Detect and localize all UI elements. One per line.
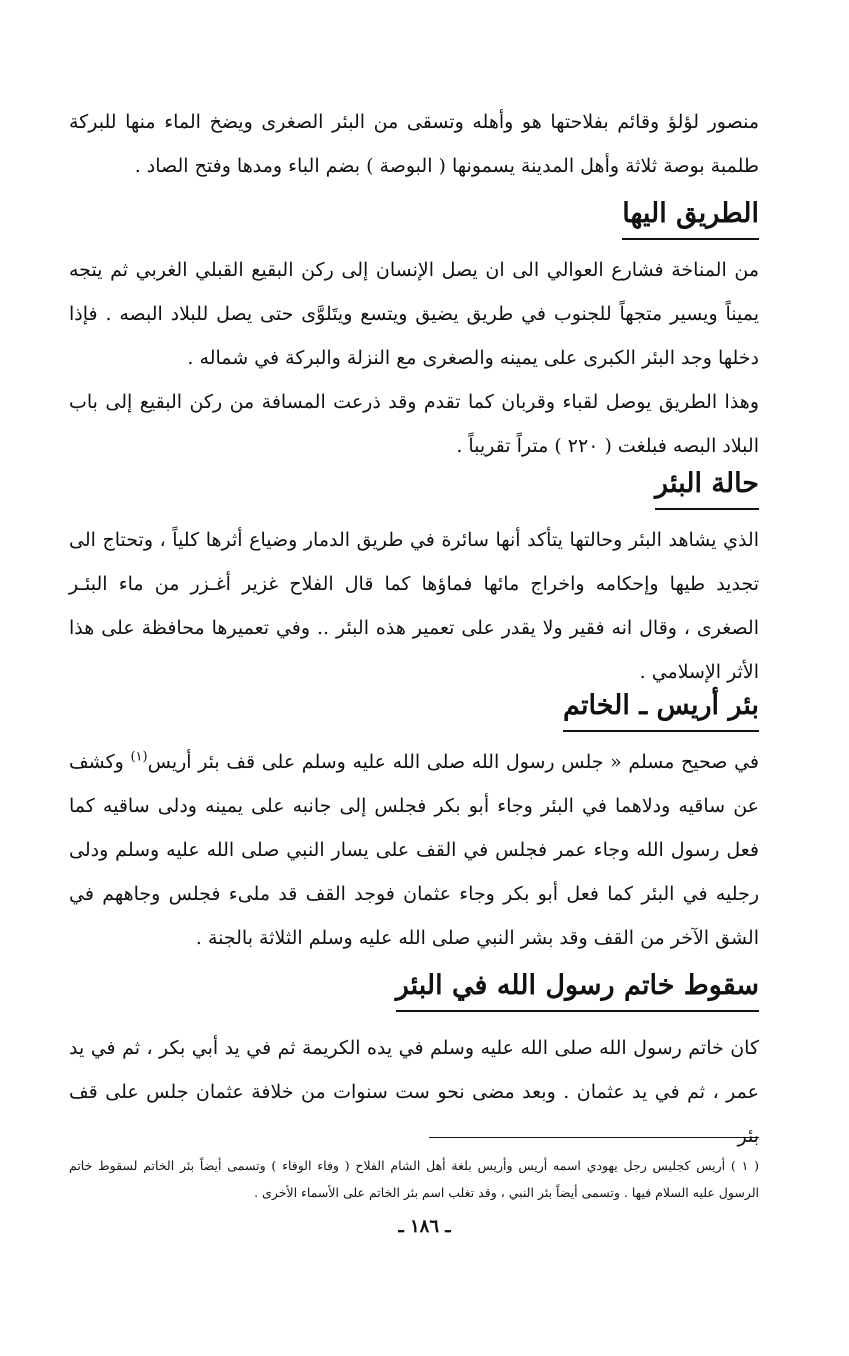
footnote: ( ١ ) أريس كجليس رجل يهودي اسمه أريس وأريس بلغة أهل الشام الفلاح ( وفاء الوفاء ) وتسمى أيضاً بئر الخاتم لسقوط خاتم الرسول عليه السلام فيها . وتسمى أيضاً بئر النبي ، وقد تغلب اسم بئر الخاتم على الأسماء الأخرى .	[69, 1158, 759, 1200]
heading-road: الطريق اليها	[622, 194, 759, 240]
footnote-divider	[429, 1137, 759, 1138]
road-paragraph-2: وهذا الطريق يوصل لقباء وقربان كما تقدم وقد ذرعت المسافة من ركن البقيع إلى باب البلاد البصه فبلغت ( ٢٢٠ ) متراً تقريباً .	[69, 391, 759, 457]
aris-text-before: في صحيح مسلم « جلس رسول الله صلى الله عليه وسلم على قف بئر أريس	[147, 751, 759, 773]
aris-text-after: وكشف عن ساقيه ودلاهما في البئر وجاء أبو بكر فجلس إلى جانبه على يمينه ودلى ساقيه كما فعل رسول الله وجاء عمر فجلس في القف على يسار النبي صلى الله عليه وسلم ودلى رجليه في البئر كما فعل أبو بكر وجاء عثمان فوجد القف قد ملىء فجلس وجاههم في الشق الآخر من القف وقد بشر النبي صلى الله عليه وسلم الثلاثة بالجنة .	[69, 751, 759, 949]
footnote-marker: (١)	[130, 749, 148, 765]
heading-well-state: حالة البئر	[655, 464, 759, 510]
well-state-paragraph: الذي يشاهد البئر وحالتها يتأكد أنها سائرة في طريق الدمار وضياع أثرها كلياً ، وتحتاج الى تجديد طيها وإحكامه واخراج مائها فماؤها كما قال الفلاح غزير أغـزر من ماء البئـر الصغرى ، وقال انه فقير ولا يقدر على تعمير هذه البئر .. وفي تعميرها محافظة على هذا الأثر الإسلامي .	[69, 529, 759, 683]
aris-paragraph	[69, 740, 759, 960]
heading-ring-fall: سقوط خاتم رسول الله في البئر	[396, 966, 759, 1012]
page-number: ـ ١٨٦ ـ	[398, 1216, 451, 1237]
intro-paragraph: منصور لؤلؤ وقائم بفلاحتها هو وأهله وتسقى من البئر الصغرى ويضخ الماء منها للبركة طلمبة بوصة ثلاثة وأهل المدينة يسمونها ( البوصة ) بضم الباء ومدها وفتح الصاد .	[69, 111, 759, 177]
road-paragraph-1: من المناخة فشارع العوالي الى ان يصل الإنسان إلى ركن البقيع القبلي الغربي ثم يتجه يميناً ويسير متجهاً للجنوب في طريق يضيق ويتسع ويتَلوَّى حتى يصل للبلاد البصه . فإذا دخلها وجد البئر الكبرى على يمينه والصغرى مع النزلة والبركة في شماله .	[69, 259, 759, 369]
heading-aris-well: بئر أريس ـ الخاتم	[563, 686, 759, 732]
ring-paragraph: كان خاتم رسول الله صلى الله عليه وسلم في يده الكريمة ثم في يد أبي بكر ، ثم في يد عمر ، ثم في يد عثمان . وبعد مضى نحو ست سنوات من خلافة عثمان جلس على قف بئر	[69, 1037, 759, 1147]
